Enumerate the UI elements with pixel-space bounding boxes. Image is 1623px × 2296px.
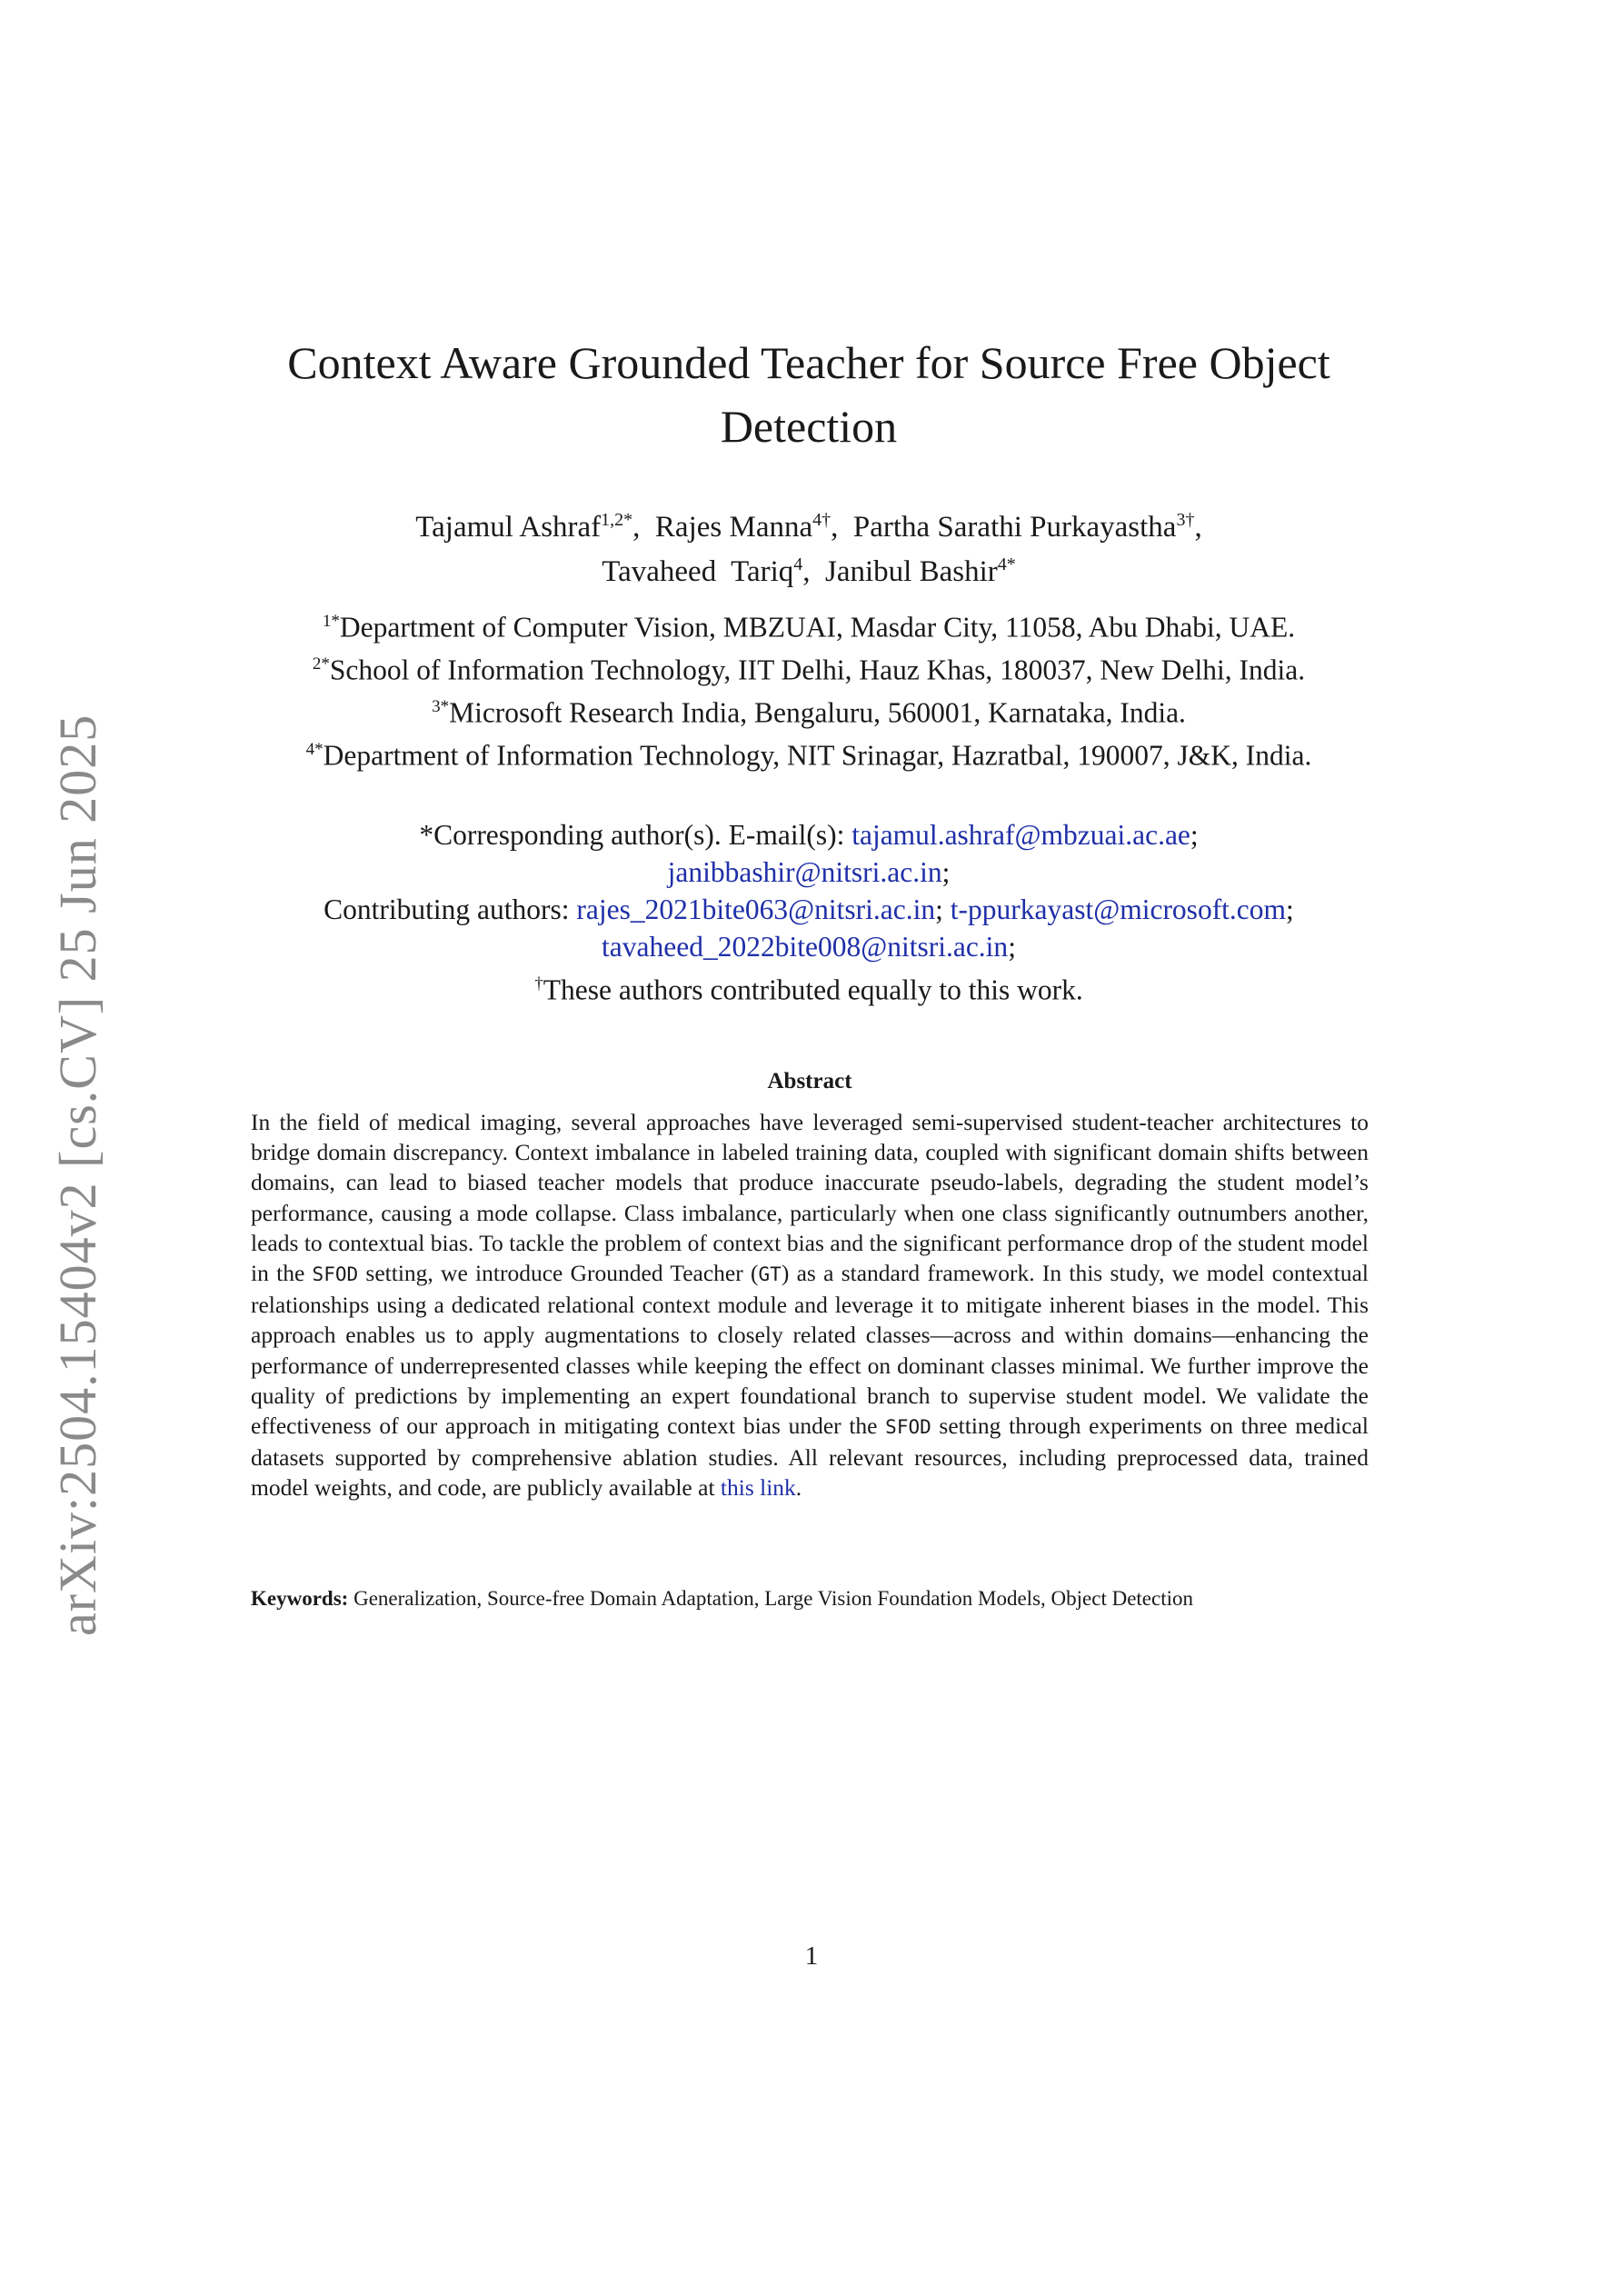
contributing-line-2: tavaheed_2022bite008@nitsri.ac.in; bbox=[602, 931, 1016, 963]
keywords bbox=[251, 1585, 1369, 1612]
email-link[interactable]: janibbashir@nitsri.ac.in bbox=[667, 856, 942, 888]
author-sup: 4 bbox=[793, 554, 803, 574]
contributing-line: Contributing authors: rajes_2021bite063@nitsri.ac.in; t-ppurkayast@microsoft.com; bbox=[324, 893, 1294, 925]
abstract-code: SFOD bbox=[885, 1416, 931, 1439]
dagger-mark: † bbox=[534, 974, 543, 993]
abstract-text: In the field of medical imaging, several approaches have leveraged semi-supervised student-teacher architectures to bridge domain discrepancy. Context imbalance in labeled training data, coupled with significant domain shifts between domains, can lead to biased teacher models that produce inaccurate pseudo-labels, degrading the student model’s performance, causing a mode collapse. Class imbalance, particularly when one class significantly outnumbers another, leads to contextual bias. To tackle the problem of context bias and the significant performance drop of the student model in the bbox=[251, 1109, 1369, 1287]
resources-link[interactable]: this link bbox=[720, 1474, 796, 1502]
keywords-text: Generalization, Source-free Domain Adaptation, Large Vision Foundation Models, Object Detection bbox=[353, 1587, 1193, 1610]
abstract-code: SFOD bbox=[312, 1263, 359, 1286]
email-link[interactable]: t-ppurkayast@microsoft.com bbox=[950, 893, 1287, 925]
equal-note-text: These authors contributed equally to this work. bbox=[543, 973, 1083, 1006]
affiliation bbox=[182, 689, 1436, 732]
corresponding-label: *Corresponding author(s). E-mail(s): bbox=[419, 819, 852, 851]
author-line-1: Tajamul Ashraf$^{1,2*}$, Rajes Manna$^{4\dagger}$, Partha Sarathi Purkayastha$^{3\dagger}$, bbox=[415, 510, 1202, 544]
paper-title bbox=[218, 331, 1399, 458]
author-sup: 4* bbox=[997, 554, 1016, 574]
abstract-text: setting, we introduce Grounded Teacher ( bbox=[358, 1260, 759, 1287]
abstract-text: ) as a standard framework. In this study, we model contextual relationships using a dedicated relational context module and leverage it to mitigate inherent biases in the model. This approach enables us to apply augmentations to closely related classes—across and within domains—enhancing the performance of underrepresented classes while keeping the effect on dominant classes minimal. We further improve the quality of predictions by implementing an expert foundational branch to supervise student model. We validate the effectiveness of our approach in mitigating context bias under the bbox=[251, 1260, 1369, 1440]
affiliation bbox=[182, 604, 1436, 646]
contact-block bbox=[218, 816, 1399, 1009]
affiliation bbox=[182, 732, 1436, 774]
affiliation-sup: 2* bbox=[312, 654, 330, 674]
affiliation-text: Microsoft Research India, Bengaluru, 560001, Karnataka, India. bbox=[449, 696, 1186, 729]
affiliation-text: Department of Computer Vision, MBZUAI, Masdar City, 11058, Abu Dhabi, UAE. bbox=[339, 611, 1296, 644]
affiliation-sup: 4* bbox=[305, 740, 324, 759]
author-name: Partha Sarathi Purkayastha bbox=[852, 511, 1177, 544]
author-line-2: Tavaheed Tariq$^4$, Janibul Bashir$^{4*}$ bbox=[602, 554, 1016, 588]
abstract-body bbox=[251, 1107, 1369, 1503]
equal-contribution-note bbox=[218, 965, 1399, 1009]
page-number: 1 bbox=[804, 1942, 819, 1971]
author-sup: 3† bbox=[1176, 510, 1195, 530]
author-name: Tavaheed Tariq bbox=[602, 555, 794, 588]
author-list bbox=[218, 502, 1399, 591]
title-line-2: Detection bbox=[720, 401, 898, 452]
email-link[interactable]: tavaheed_2022bite008@nitsri.ac.in bbox=[602, 931, 1009, 963]
affiliation-text: Department of Information Technology, NIT Srinagar, Hazratbal, 190007, J&K, India. bbox=[323, 739, 1312, 772]
author-name: Rajes Manna bbox=[654, 511, 813, 544]
email-link[interactable]: rajes_2021bite063@nitsri.ac.in bbox=[576, 893, 936, 925]
corresponding-line: *Corresponding author(s). E-mail(s): tajamul.ashraf@mbzuai.ac.ae; bbox=[419, 819, 1199, 851]
affiliation-text: School of Information Technology, IIT Delhi, Hauz Khas, 180037, New Delhi, India. bbox=[329, 654, 1306, 686]
author-name: Janibul Bashir bbox=[825, 555, 998, 588]
affiliation-list bbox=[182, 604, 1436, 774]
contributing-label: Contributing authors: bbox=[324, 893, 577, 925]
corresponding-line-2: janibbashir@nitsri.ac.in; bbox=[667, 856, 951, 888]
title-line-1: Context Aware Grounded Teacher for Source Free Object bbox=[287, 337, 1330, 388]
abstract-text: setting through experiments on three medical datasets supported by comprehensive ablation studies. All relevant resources, including preprocessed data, trained model weights, and code, are publicly available at bbox=[251, 1413, 1369, 1502]
abstract-heading: Abstract bbox=[767, 1069, 852, 1093]
email-link[interactable]: tajamul.ashraf@mbzuai.ac.ae bbox=[851, 819, 1190, 851]
arxiv-stamp: arXiv:2504.15404v2 [cs.CV] 25 Jun 2025 bbox=[48, 714, 107, 1636]
affiliation-sup: 1* bbox=[322, 612, 340, 631]
abstract-text: . bbox=[795, 1474, 802, 1502]
author-name: Tajamul Ashraf bbox=[415, 511, 602, 544]
author-sup: 4† bbox=[812, 510, 831, 530]
keywords-label: Keywords: bbox=[251, 1587, 349, 1610]
affiliation-sup: 3* bbox=[432, 697, 450, 716]
author-sup: 1,2* bbox=[601, 510, 633, 530]
affiliation bbox=[182, 646, 1436, 689]
abstract-code: GT bbox=[758, 1263, 782, 1286]
